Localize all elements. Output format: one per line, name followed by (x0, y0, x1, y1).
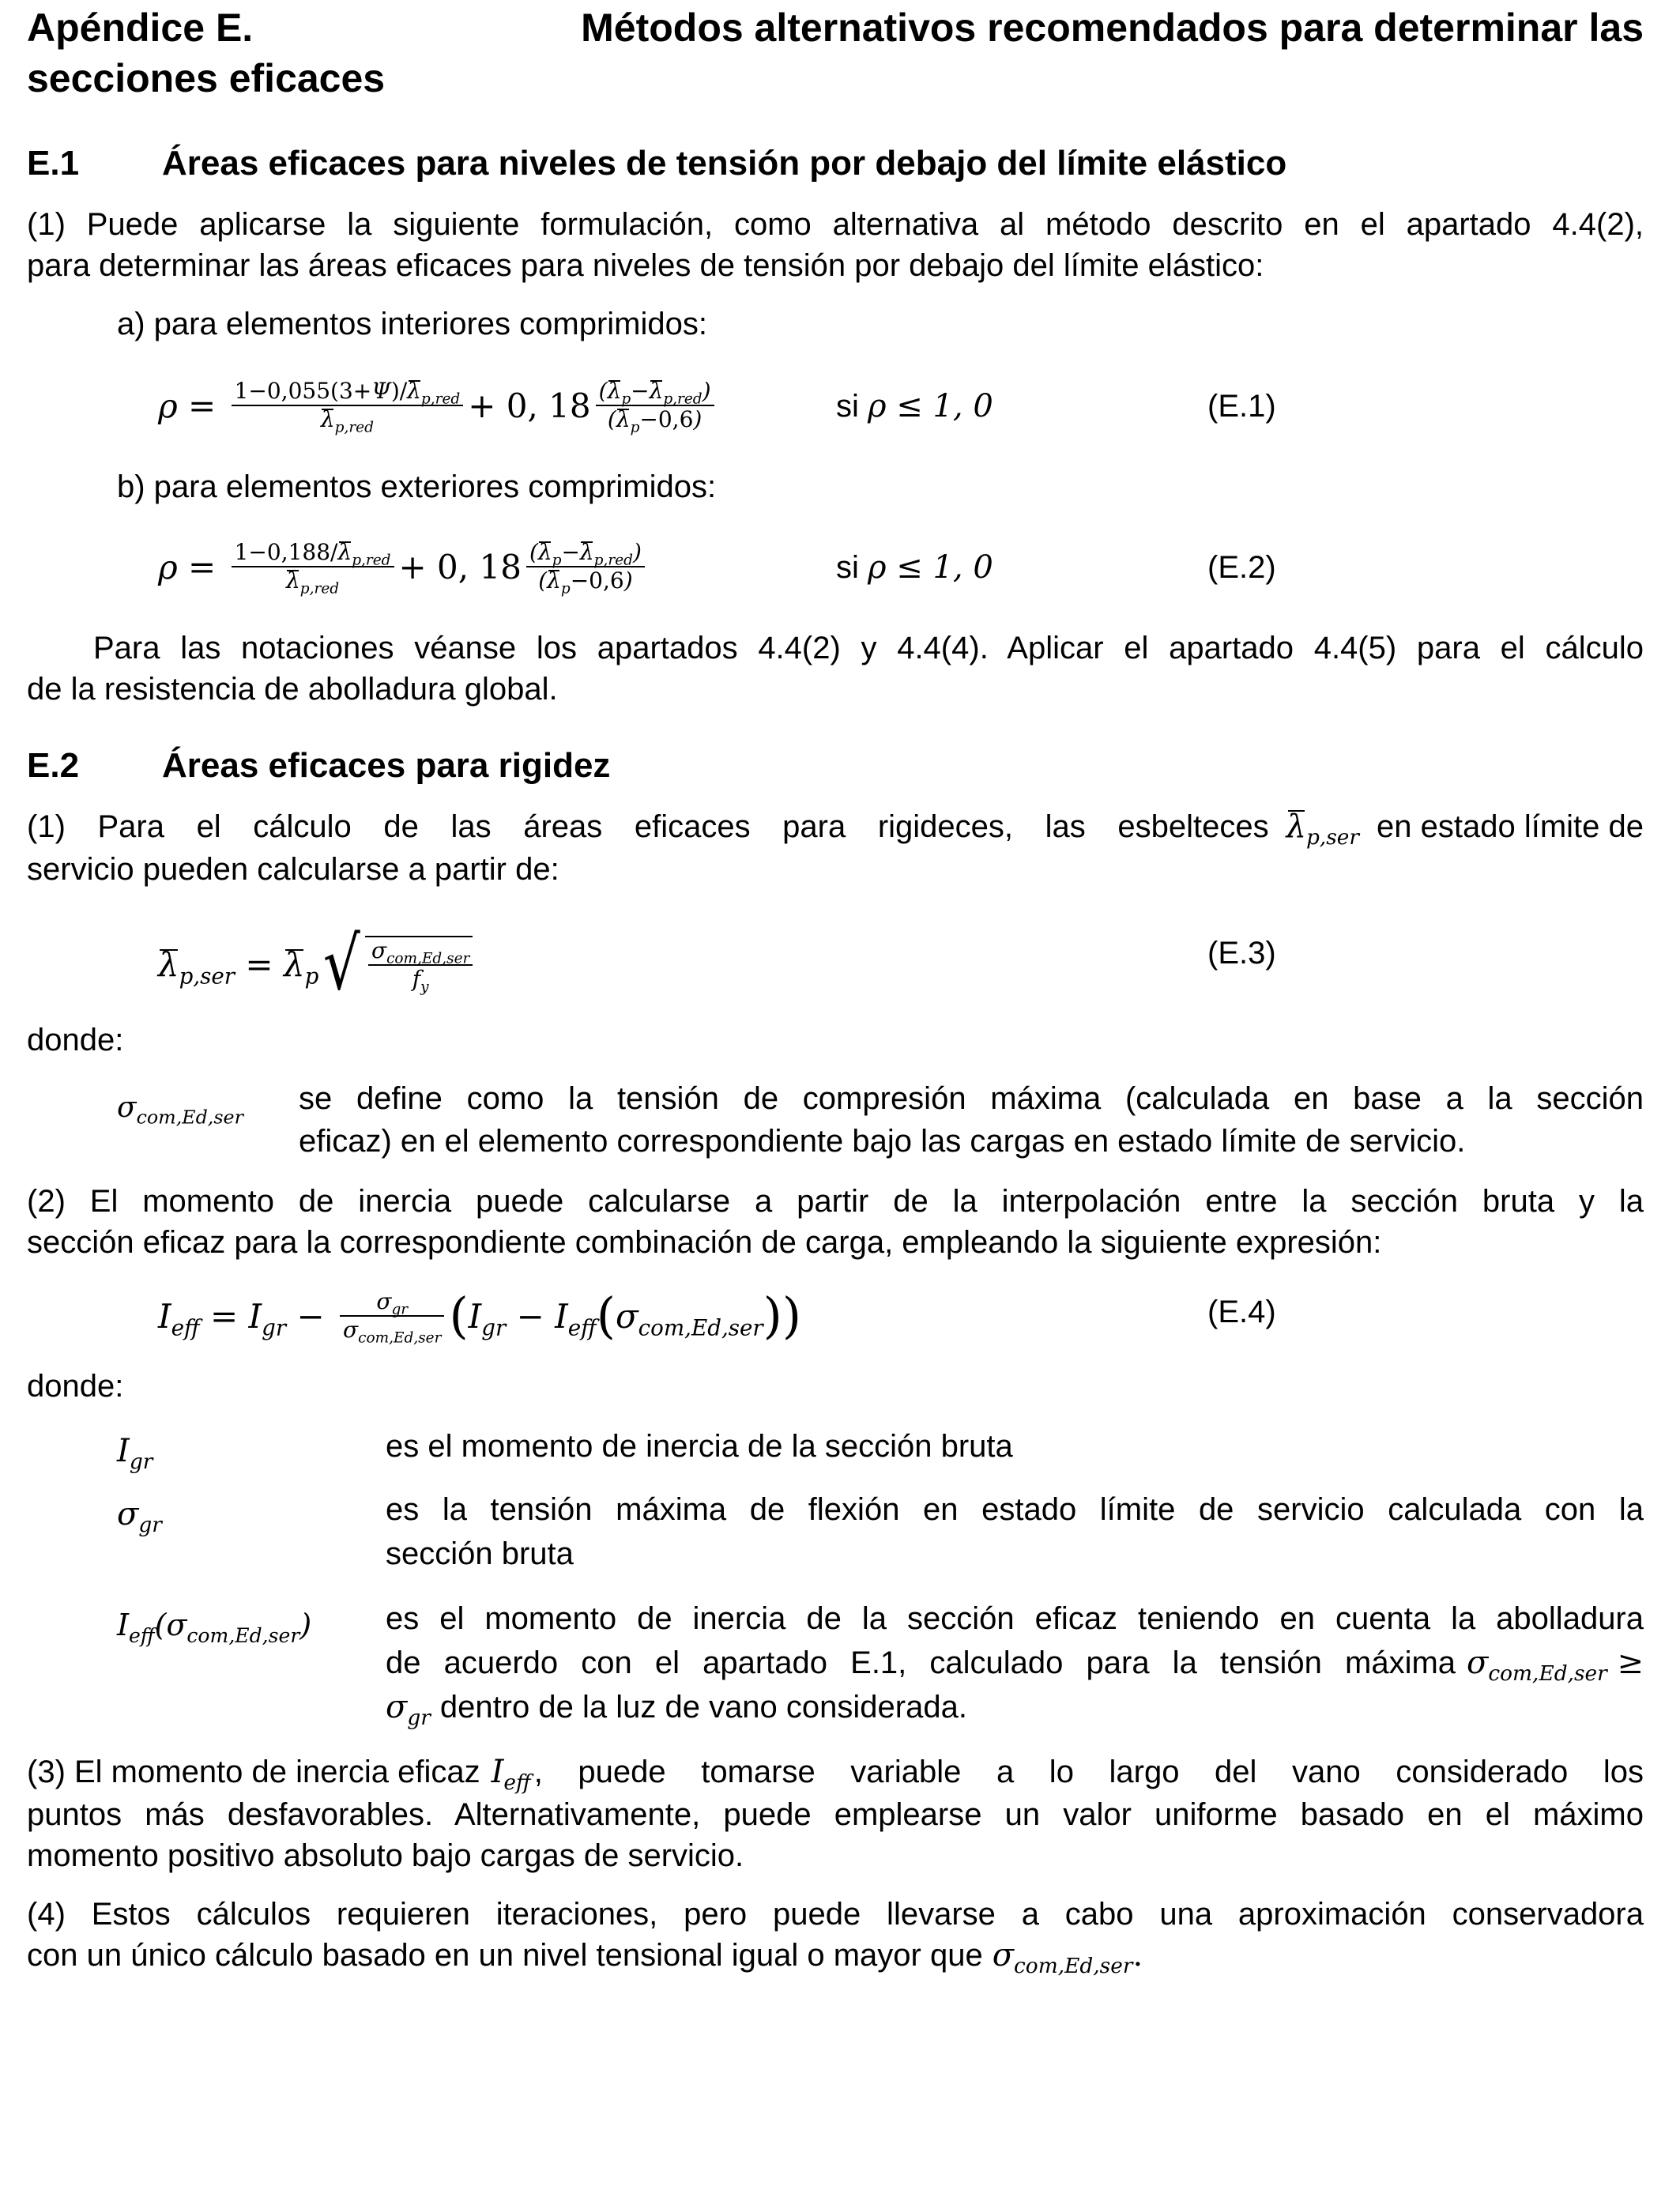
eq4-tag: (E.4) (1207, 1295, 1276, 1329)
e1-para1-line2: para determinar las áreas eficaces para niveles de tensión por debajo del límite elástico: (27, 248, 1264, 283)
def-igr: es el momento de inercia de la sección bruta (386, 1429, 1013, 1464)
def-sigma-line1: se define como la tensión de compresión máxima (calculada en base a la sección (299, 1081, 1644, 1116)
e1-item-b: b) para elementos exteriores comprimidos: (117, 469, 717, 504)
e2-para1-line1b: en estado límite de (1377, 809, 1644, 844)
appendix-label: Apéndice E. (27, 6, 254, 50)
def-ieff-line2-text: de acuerdo con el apartado E.1, calculado para la tensión máxima (386, 1646, 1456, 1680)
eq3-tag: (E.3) (1207, 936, 1276, 971)
donde-label-2: donde: (27, 1369, 124, 1404)
donde-label-1: donde: (27, 1023, 124, 1057)
e2-para4-line2: con un único cálculo basado en un nivel tensional igual o mayor que $\sigma_{com,Ed,ser}$ . (27, 1935, 1143, 1976)
def-ieff-line3-text: dentro de la luz de vano considerada. (439, 1690, 967, 1725)
e1-para1-line1: (1) Puede aplicarse la siguiente formulación, como alternativa al método descrito en el apartado 4.4(2), (27, 207, 1644, 242)
symbol-sigma-gr: $\sigma_{gr}$ (117, 1496, 162, 1538)
e2-para3-line3: momento positivo absoluto bajo cargas de servicio. (27, 1838, 744, 1873)
e1-item-a: a) para elementos interiores comprimidos: (117, 307, 707, 341)
eq1-condition-math: ρ ≤ 1, 0 (868, 388, 993, 424)
symbol-i-gr: $I_{gr}$ (117, 1433, 153, 1475)
e2-para1-line1: (1) Para el cálculo de las áreas eficaces para rigideces, las esbelteces $\lambda_{p,ser}$ en estado límite de (27, 806, 1644, 847)
def-ieff-line2: de acuerdo con el apartado E.1, calculado para la tensión máxima $\sigma_{com,Ed,ser}$ ≥ (386, 1642, 1644, 1683)
eq2-condition-text: si (836, 550, 859, 585)
e2-para4-line1: (4) Estos cálculos requieren iteraciones, pero puede llevarse a cabo una aproximación conservadora (27, 1897, 1644, 1932)
eq2-condition-math: ρ ≤ 1, 0 (868, 549, 993, 586)
def-ieff-line1: es el momento de inercia de la sección eficaz teniendo en cuenta la abolladura (386, 1601, 1644, 1636)
appendix-title-line1: Métodos alternativos recomendados para determinar las (581, 6, 1644, 50)
equation-e3: $\lambda_{p,ser}$ = $\lambda_p$ √ $\frac{\sigma_{com,Ed,ser}}{f_y}$ (158, 917, 473, 1012)
e1-notes-line2: de la resistencia de abolladura global. (27, 672, 558, 707)
e1-notes-line1: Para las notaciones véanse los apartados 4.4(2) y 4.4(4). Aplicar el apartado 4.4(5) para el cálculo (93, 631, 1644, 665)
appendix-title-line2: secciones eficaces (27, 56, 386, 100)
e2-para3-line1b: , puede tomarse variable a lo largo del vano considerado los (533, 1755, 1644, 1789)
symbol-i-eff-sigma: $I_{eff}(\sigma_{com,Ed,ser})$ (117, 1608, 312, 1647)
symbol-sigma-com-ed-ser: $\sigma_{com,Ed,ser}$ (117, 1091, 243, 1129)
eq1-condition (836, 386, 993, 427)
eq2-tag: (E.2) (1207, 550, 1276, 585)
e2-para4-line2-text: con un único cálculo basado en un nivel tensional igual o mayor que (27, 1938, 983, 1973)
def-sgr-line2: sección bruta (386, 1536, 574, 1571)
section-e2-number: E.2 (27, 746, 80, 785)
def-ieff-line3: $\sigma_{gr}$ dentro de la luz de vano considerada. (386, 1687, 967, 1728)
eq1-condition-text: si (836, 389, 859, 424)
section-e1-number: E.1 (27, 144, 80, 183)
section-e1-title: Áreas eficaces para niveles de tensión por debajo del límite elástico (162, 144, 1287, 183)
equation-e4: $I_{eff}$ = $I_{gr}$ − $\frac{\sigma_{gr}}{\sigma_{com,Ed,ser}}$ ( $I_{gr}$ − $I_{eff}$ ( $\sigma_{com,Ed,ser}$ )) (158, 1287, 802, 1347)
e2-para3-line1: (3) El momento de inercia eficaz $I_{eff}$ , puede tomarse variable a lo largo del vano considerado los (27, 1751, 1644, 1793)
e2-para3-line1a: (3) El momento de inercia eficaz (27, 1755, 480, 1789)
def-sigma-line2: eficaz) en el elemento correspondiente bajo las cargas en estado límite de servicio. (299, 1124, 1466, 1159)
eq1-tag: (E.1) (1207, 389, 1276, 424)
equation-e2: ρ = $\frac{1-0,188/\lambda_{p,red}}{\lambda_{p,red}}$ + 0, 18 $\frac{(\lambda_p-\lambda_{p,red})}{(\lambda_p-0,6)}$ (158, 523, 650, 610)
section-e2-title: Áreas eficaces para rigidez (162, 746, 611, 785)
e2-para3-line2: puntos más desfavorables. Alternativamente, puede emplearse un valor uniforme basado en el máximo (27, 1797, 1644, 1832)
e2-para2-line1: (2) El momento de inercia puede calcularse a partir de la interpolación entre la sección bruta y la (27, 1184, 1644, 1219)
eq2-condition (836, 547, 993, 588)
e2-para1-line2: servicio pueden calcularse a partir de: (27, 852, 559, 887)
e2-para2-line2: sección eficaz para la correspondiente combinación de carga, empleando la siguiente expresión: (27, 1225, 1382, 1260)
def-sgr-line1: es la tensión máxima de flexión en estado límite de servicio calculada con la (386, 1492, 1644, 1527)
equation-e1: ρ = $\frac{1-0,055(3+\Psi)/\lambda_{p,red}}{\lambda_{p,red}}$ + 0, 18 $\frac{(\lambda_p-\lambda_{p,red})}{(\lambda_p-0,6)}$ (158, 362, 719, 449)
e2-para1-line1a: (1) Para el cálculo de las áreas eficaces para rigideces, las esbelteces (27, 809, 1269, 844)
